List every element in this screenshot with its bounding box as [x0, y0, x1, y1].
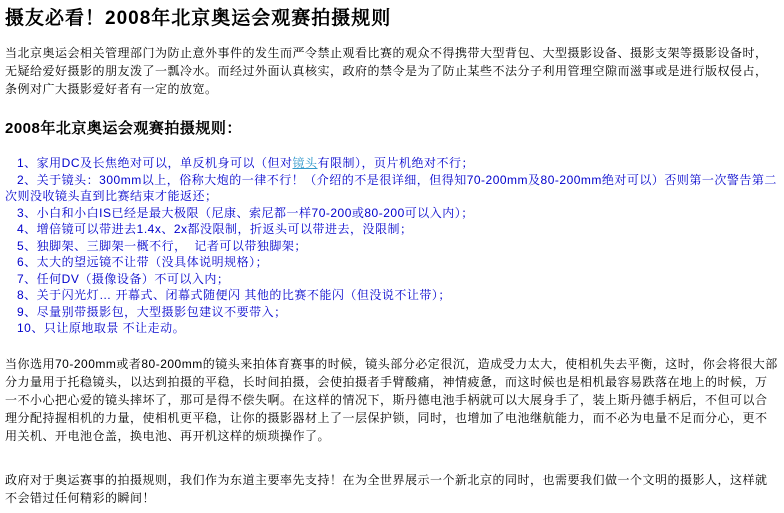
- rule-item-8: 8、关于闪光灯… 开幕式、闭幕式随便闪 其他的比赛不能闪（但没说不让带）；: [17, 288, 451, 302]
- rule-item-2: 2、关于镜头：300mm以上，俗称大炮的一律不行！（介绍的不是很详细，但得知70-200mm及80-200mm绝对可以）否则第一次警告第二次则没收镜头直到比赛结束才能返还；: [5, 172, 777, 203]
- rule-item-10: 10、只让原地取景 不让走动。: [17, 321, 186, 335]
- article-title: 摄友必看！2008年北京奥运会观赛拍摄规则: [5, 8, 392, 29]
- section-heading: 2008年北京奥运会观赛拍摄规则：: [5, 120, 242, 137]
- rule-item-3: 3、小白和小白IS已经是最大极限（尼康、索尼都一样70-200或80-200可以入内）；: [17, 205, 474, 220]
- rule-item-4: 4、增倍镜可以带进去1.4x、2x都没限制，折返头可以带进去，没限制；: [17, 222, 413, 236]
- advice-paragraph: 当你选用70-200mm或者80-200mm的镜头来拍体育赛事的时候，镜头部分必定很沉，造成受力太大，使相机失去平衡，这时，你会将很大部分力量用于托稳镜头，以达到拍摄的平稳，长时间拍摄，会使拍摄者手臂酸痛，神情疲惫，而这时候也是相机最容易跌落在地上的时候，万一不小心把心爱的镜头摔坏了，那可是得不偿失啊。在这样的情况下，斯丹德电池手柄就可以大展身手了，装上斯丹德手柄后，不但可以合理分配持握相机的力量，使相机更平稳，让你的摄影器材上了一层保护锁，同时，也增加了电池继航能力，而不必为电量不足而分心，更不用关机、开电池仓盖，换电池、再开机这样的烦琐操作了。: [5, 356, 778, 443]
- rules-list: [5, 155, 778, 337]
- rule-item-7: 7、任何DV（摄像设备）不可以入内；: [17, 271, 230, 286]
- intro-paragraph: 当北京奥运会相关管理部门为防止意外事件的发生而严令禁止观看比赛的观众不得携带大型背包、大型摄影设备、摄影支架等摄影设备时，无疑给爱好摄影的朋友泼了一瓢冷水。而经过外面认真核实，政府的禁令是为了防止某些不法分子利用管理空隙而滋事或是进行版权侵占，条例对广大摄影爱好者有一定的放宽。: [5, 46, 768, 96]
- closing-paragraph: 政府对于奥运赛事的拍摄规则，我们作为东道主要率先支持！在为全世界展示一个新北京的同时，也需要我们做一个文明的摄影人，这样就不会错过任何精彩的瞬间！: [5, 472, 768, 505]
- rule-1-text-after: 有限制），页片机绝对不行；: [317, 156, 475, 170]
- rule-1-text-before: 1、家用DC及长焦绝对可以，单反机身可以（但对: [17, 156, 293, 170]
- rule-item-6: 6、太大的望远镜不让带（没具体说明规格）；: [17, 255, 269, 269]
- lens-link[interactable]: 镜头: [292, 156, 318, 170]
- rule-item-1: [5, 155, 778, 172]
- rule-item-9: 9、尽量别带摄影包，大型摄影包建议不要带入；: [17, 304, 287, 319]
- rule-item-5: 5、独脚架、三脚架一概不行， 记者可以带独脚架；: [17, 238, 307, 253]
